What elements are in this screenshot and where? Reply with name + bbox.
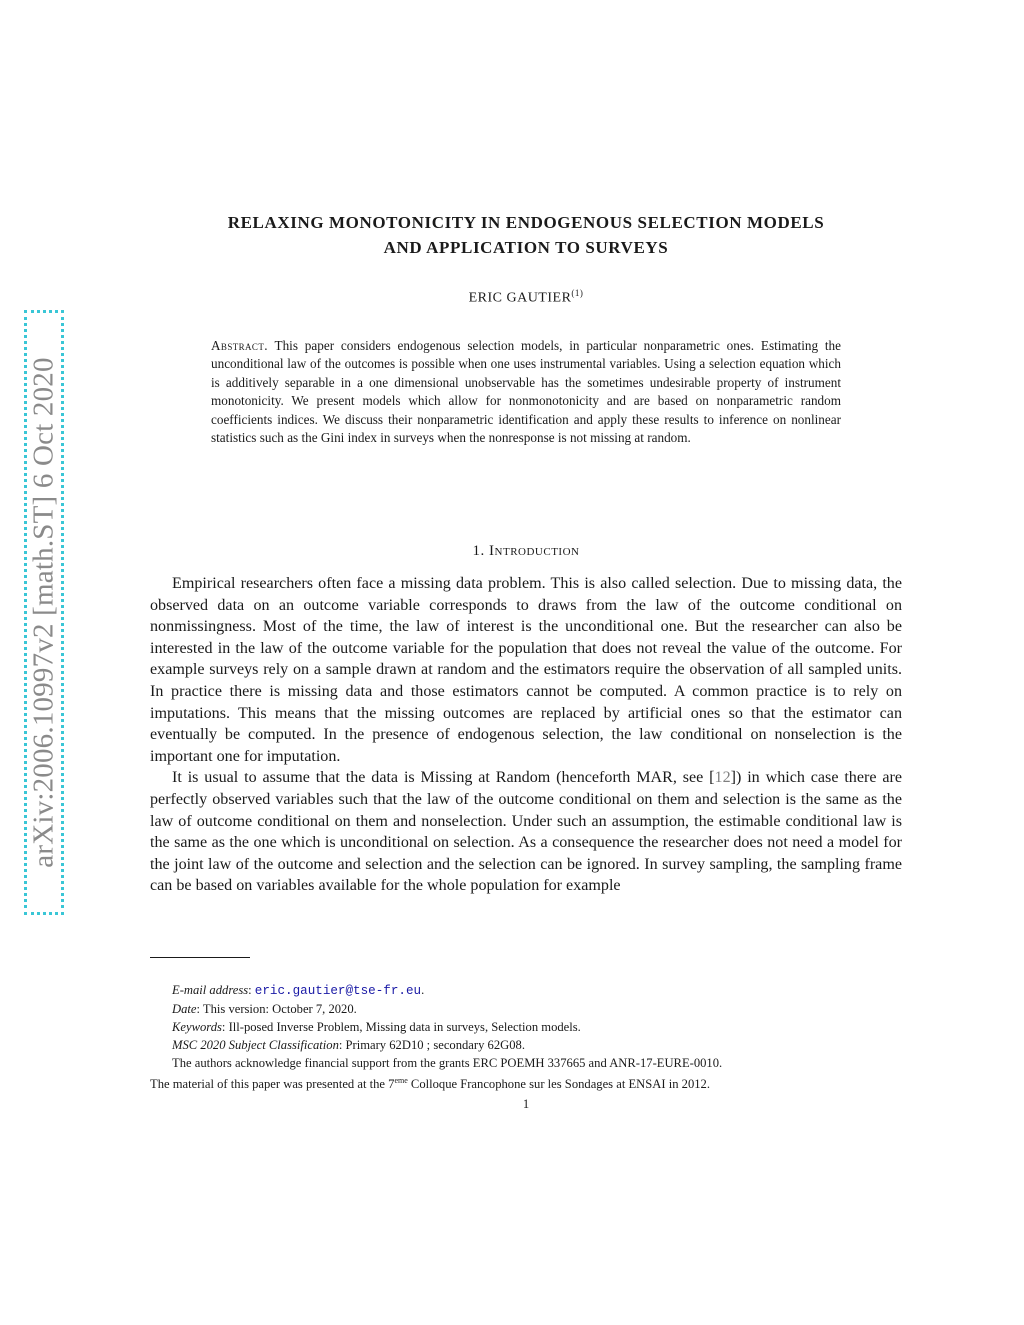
footnote-email: E-mail address: eric.gautier@tse-fr.eu.: [172, 983, 425, 998]
author-line: [150, 288, 902, 307]
footnote-rule: [150, 957, 250, 958]
title-line-2: AND APPLICATION TO SURVEYS: [383, 238, 669, 257]
footnotes: [150, 981, 902, 1093]
section-number: 1.: [472, 543, 485, 559]
body-text: [150, 573, 902, 897]
footnote-material: The material of this paper was presented at the 7eme Colloque Francophone sur les Sondages at ENSAI in 2012.: [150, 1076, 710, 1092]
paper-title: [150, 210, 902, 260]
paragraph-1: Empirical researchers often face a missing data problem. This is also called selection. Due to missing data, the observed data on an outcome variable corresponds to draws from the law of the outcome conditional on nonmissingness. Most of the time, the law of interest is the unconditional one. But the researcher can also be interested in the law of the outcome variable for the population that does not reveal the value of the outcome. For example surveys rely on a sample drawn at random and the estimators require the observation of all sampled units. In practice there is missing data and those estimators cannot be computed. A common practice is to rely on imputations. This means that the missing outcomes are replaced by artificial ones so that the estimator can eventually be computed. In the presence of endogenous selection, the law conditional on nonselection is the important one for imputation.: [150, 575, 902, 765]
footnote-acknowledgement: The authors acknowledge financial support from the grants ERC POEMH 337665 and ANR-17-EURE-0010.: [172, 1056, 723, 1070]
abstract: [211, 337, 841, 447]
paragraph-2: [150, 767, 902, 897]
arxiv-identifier: arXiv:2006.10997v2 [math.ST] 6 Oct 2020: [27, 357, 60, 868]
page-number: 1: [522, 1097, 530, 1111]
citation-link[interactable]: 12: [714, 769, 731, 787]
arxiv-stamp: [24, 310, 64, 915]
author-name: ERIC GAUTIER: [468, 290, 572, 306]
footnote-date: Date: This version: October 7, 2020.: [172, 1002, 357, 1016]
affiliation-mark: (1): [571, 288, 584, 298]
email-link[interactable]: eric.gautier@tse-fr.eu: [254, 984, 422, 998]
abstract-text: This paper considers endogenous selection models, in particular nonparametric ones. Estimating the unconditional law of the outcomes is possible when one uses instrumental variables. Using a selection equation which is additively separable in a one dimensional unobservable has the sometimes undesirable property of instrument monotonicity. We present models which allow for nonmonotonicity and are based on nonparametric random coefficients indices. We discuss their nonparametric identification and apply these results to inference on nonlinear statistics such as the Gini index in surveys when the nonresponse is not missing at random.: [211, 338, 841, 446]
footnote-keywords: Keywords: Ill-posed Inverse Problem, Missing data in surveys, Selection models.: [172, 1020, 581, 1034]
abstract-heading: Abstract.: [211, 338, 268, 353]
section-title: Introduction: [489, 543, 580, 559]
title-line-1: RELAXING MONOTONICITY IN ENDOGENOUS SELECTION MODELS: [227, 213, 825, 232]
section-heading: [150, 543, 902, 560]
paragraph-2-rest: ]) in which case there are perfectly observed variables such that the law of the outcome conditional on them and selection is the same as the law of outcome conditional on them and nonselection. Under such an assumption, the estimable conditional law is the same as the one which is unconditional on selection. As a consequence the researcher does not need a model for the joint law of the outcome and selection and the selection can be ignored. In survey sampling, the sampling frame can be based on variables available for the whole population for example: [150, 769, 902, 895]
paragraph-2-start: It is usual to assume that the data is Missing at Random (henceforth MAR, see [: [172, 769, 715, 787]
footnote-msc: MSC 2020 Subject Classification: Primary 62D10 ; secondary 62G08.: [172, 1038, 525, 1052]
